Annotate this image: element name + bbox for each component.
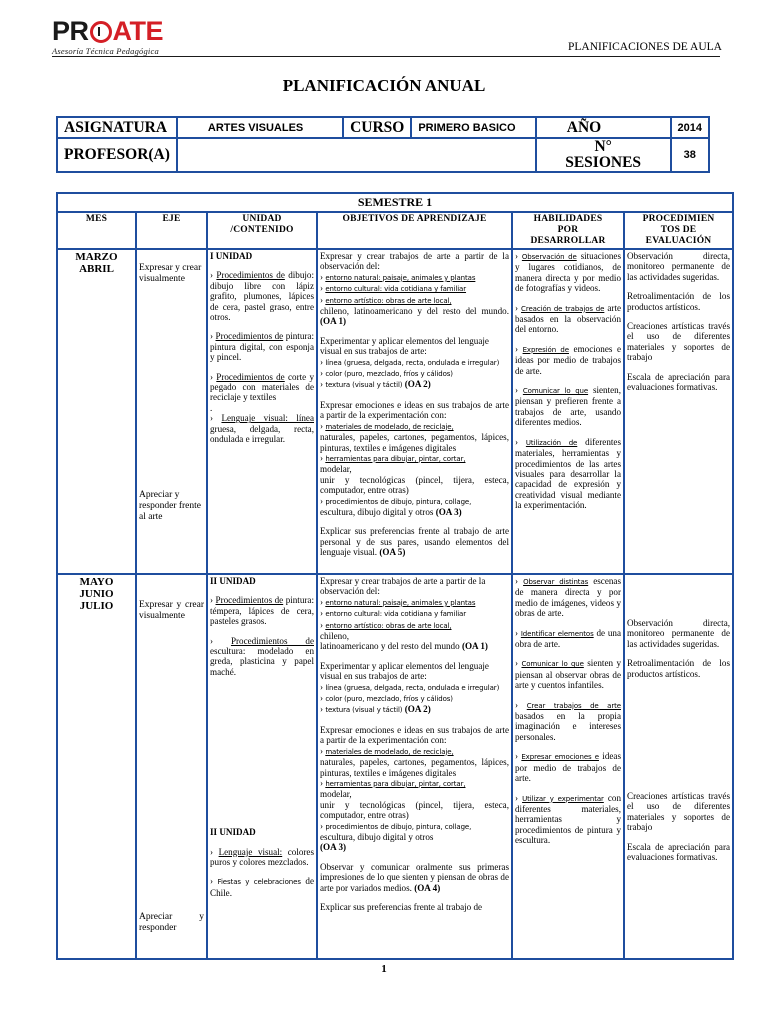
page-title: PLANIFICACIÓN ANUAL <box>282 76 486 95</box>
unidad-item-label: Procedimientos de <box>215 595 284 606</box>
bullet-icon: › <box>515 251 519 261</box>
eje-expresar: Expresar y crear visualmente <box>139 600 204 621</box>
objetivo-text: visual en sus trabajos de arte: <box>320 671 427 682</box>
habilidad-label: Utilizar y experimentar <box>522 794 604 803</box>
bullet-icon: › <box>320 356 324 367</box>
eje-apreciar: Apreciar y responder frente al arte <box>139 490 201 522</box>
bullet-icon: › <box>320 777 324 788</box>
bullet-icon: › <box>320 368 324 379</box>
col-header-unidad-line2: /CONTENIDO <box>230 225 294 235</box>
unidad-title: II UNIDAD <box>210 576 256 586</box>
objetivos-cell-1 <box>317 249 512 574</box>
objetivo-text: naturales, papeles, cartones, pegamentos, lápices, pinturas, textiles e imágenes digitales <box>320 432 509 453</box>
unidad-item-text: colores puros y colores mezclados. <box>210 846 315 868</box>
habilidad-text: diferentes materiales, herramientas y procedimientos de las artes visuales para desarrollar la capacidad de expresión y creatividad visual mediante la experimentación. <box>515 436 621 511</box>
objetivo-text: modelar, <box>320 464 352 475</box>
bullet-icon: › <box>320 619 324 630</box>
unidad-item-label: Procedimientos de <box>216 371 285 382</box>
unidad-item-text: escultura: modelado en greda, plasticina y papel maché. <box>210 646 314 677</box>
mes-cell-1 <box>57 249 136 574</box>
curso-value: PRIMERO BASICO <box>411 117 535 138</box>
mes-marzo: MARZO <box>75 251 118 263</box>
objetivo-text: Expresar emociones e ideas en sus trabajos de arte a partir de la experimentación con: <box>320 399 509 421</box>
objetivo-item: entorno artístico: obras de arte local, <box>325 296 452 305</box>
objetivo-item: color (puro, mezclado, fríos y cálidos) <box>325 695 453 704</box>
objetivo-item: herramientas para dibujar, pintar, cortar, <box>325 779 466 788</box>
objetivo-item: línea (gruesa, delgada, recta, ondulada e irregular) <box>325 358 500 367</box>
objetivo-text: naturales, papeles, cartones, pegamentos, lápices, pinturas, textiles e imágenes digitales <box>320 757 509 778</box>
unidad-title: I UNIDAD <box>210 251 253 261</box>
profesor-label: PROFESOR(A) <box>57 138 177 172</box>
logo-subtitle: Asesoría Técnica Pedagógica <box>52 46 159 56</box>
objetivo-text: Experimentar y aplicar elementos del lenguaje <box>320 660 489 671</box>
bullet-icon: › <box>210 413 214 424</box>
objetivo-item: entorno natural: paisaje, animales y plantas <box>325 598 476 607</box>
habilidad-text: de una obra de arte. <box>515 627 621 650</box>
bullet-icon: › <box>515 576 519 586</box>
objetivo-item: entorno natural: paisaje, animales y plantas <box>325 273 476 282</box>
bullet-icon: › <box>515 343 519 354</box>
bullet-icon: › <box>515 658 519 669</box>
evaluacion-text: Observación directa, monitoreo permanente de las actividades sugeridas. <box>627 618 731 649</box>
objetivo-text: modelar, <box>320 789 352 800</box>
unidad-cell-1 <box>207 249 317 574</box>
unidad-item-label: Lenguaje visual: línea <box>221 413 314 424</box>
habilidad-text: sienten, piensan y prefieren frente a trabajos de arte, usando diferentes medios. <box>515 385 621 428</box>
planning-table <box>56 192 734 960</box>
habilidad-text: arte basados en la observación del entorno. <box>515 302 622 335</box>
bullet-icon: › <box>515 751 519 762</box>
sesiones-value: 38 <box>671 138 709 172</box>
oa-code: (OA 4) <box>414 882 441 893</box>
objetivo-item: materiales de modelado, de reciclaje, <box>325 422 454 431</box>
header-right-text: PLANIFICACIONES DE AULA <box>568 41 722 53</box>
habilidad-text: con diferentes materiales, herramientas y procedimientos de pintura y escultura. <box>515 792 621 846</box>
bullet-icon: › <box>515 792 519 803</box>
unidad-item-label: Procedimientos de <box>216 270 285 281</box>
objetivo-text: Expresar emociones e ideas en sus trabajos de arte a partir de la experimentación con: <box>320 724 509 746</box>
bullet-icon: › <box>320 820 324 831</box>
col-header-eje: EJE <box>136 212 207 249</box>
profesor-value <box>177 138 536 172</box>
mes-abril: ABRIL <box>79 263 114 275</box>
mes-cell-2 <box>57 574 136 959</box>
page-number: 1 <box>381 963 387 975</box>
objetivo-text: Observar y comunicar oralmente sus primeras impresiones de lo que sienten y piensan de obras de arte por variados medios. <box>320 861 509 893</box>
info-table <box>56 116 710 173</box>
bullet-icon: › <box>210 270 214 281</box>
objetivo-item: color (puro, mezclado, fríos y cálidos) <box>325 370 453 379</box>
oa-code: (OA 3) <box>435 506 462 517</box>
logo-wordmark <box>52 18 182 45</box>
bullet-icon: › <box>320 596 324 607</box>
col-header-mes: MES <box>57 212 136 249</box>
unidad-item-text: pintura: pintura digital, con esponja y pincel. <box>210 331 314 363</box>
objetivos-cell-2 <box>317 574 512 959</box>
habilidad-label: Expresar emociones e <box>521 753 599 762</box>
bullet-icon: › <box>320 283 324 294</box>
col-header-procedimientos <box>624 212 733 249</box>
habilidades-cell-2 <box>512 574 624 959</box>
sesiones-label-line1: N° <box>594 138 612 155</box>
col-header-objetivos: OBJETIVOS DE APRENDIZAJE <box>317 212 512 249</box>
objetivo-item: entorno cultural: vida cotidiana y familiar <box>325 285 467 294</box>
bullet-icon: › <box>210 846 214 857</box>
habilidad-text: situaciones y lugares cotidianos, de manera directa y por medio de fotografías y videos. <box>515 251 622 294</box>
habilidad-label: Comunicar lo que <box>521 660 584 669</box>
bullet-icon: › <box>515 302 519 313</box>
objetivo-text: chileno, latinoamericano y del resto del mundo. <box>320 306 509 317</box>
bullet-icon: › <box>515 699 519 710</box>
sesiones-label <box>536 138 671 172</box>
objetivo-item: textura (visual y táctil) <box>325 706 403 715</box>
unidad-cell-2 <box>207 574 317 959</box>
unidad-item-text: dibujo: dibujo libre con lápiz grafito, plumones, lápices de cera, pastel graso, entre otros. <box>210 270 314 323</box>
unidad-item-label: Lenguaje visual: <box>218 846 283 857</box>
eje-cell-1 <box>136 249 207 574</box>
bullet-icon: › <box>320 693 324 704</box>
procedimientos-cell-1 <box>624 249 733 574</box>
col-header-unidad-line1: UNIDAD <box>242 214 282 224</box>
evaluacion-text: Escala de apreciación para evaluaciones formativas. <box>627 841 731 863</box>
col-header-hab-line1: HABILIDADES <box>533 214 603 224</box>
anio-label: AÑO <box>536 117 671 138</box>
objetivo-item: materiales de modelado, de reciclaje, <box>325 747 454 756</box>
evaluacion-text: Escala de apreciación para evaluaciones formativas. <box>627 371 731 393</box>
bullet-icon: › <box>320 452 324 463</box>
objetivo-text: latinoamericano y del resto del mundo <box>320 641 460 652</box>
semester-header: SEMESTRE 1 <box>57 193 733 212</box>
objetivo-text: chileno, <box>320 631 350 642</box>
eje-apreciar: Apreciar y responder <box>139 912 204 933</box>
objetivo-text: Experimentar y aplicar elementos del lenguaje <box>320 335 489 346</box>
unidad-item-tail: . <box>210 402 213 413</box>
bullet-icon: › <box>210 876 214 887</box>
evaluacion-text: Retroalimentación de los productos artísticos. <box>627 291 731 312</box>
habilidad-label: Comunicar lo que <box>522 387 589 396</box>
oa-code: (OA 1) <box>320 316 347 327</box>
logo-text-post: ATE <box>112 16 164 46</box>
asignatura-value: ARTES VISUALES <box>177 117 343 138</box>
col-header-habilidades <box>512 212 624 249</box>
objetivo-text: unir y tecnológicas (pincel, tijera, esteca, computador, entre otras) <box>320 474 509 496</box>
objetivo-item: procedimientos de dibujo, pintura, collage, <box>325 822 472 831</box>
mes-julio: JULIO <box>79 600 114 612</box>
evaluacion-text: Creaciones artísticas través el uso de diferentes materiales y soportes de trabajo <box>627 791 731 833</box>
bullet-icon: › <box>320 294 324 305</box>
objetivo-item: línea (gruesa, delgada, recta, ondulada e irregular) <box>325 683 500 692</box>
habilidad-label: Identificar elementos <box>520 629 594 638</box>
bullet-icon: › <box>320 420 324 431</box>
bullet-icon: › <box>210 331 214 342</box>
habilidad-label: Expresión de <box>522 345 569 354</box>
unidad-item-text: de Chile. <box>210 876 314 898</box>
habilidad-text: escenas de manera directa y por medio de imágenes, videos y obras de arte. <box>515 576 621 619</box>
objetivo-item: entorno cultural: vida cotidiana y familiar <box>325 610 467 619</box>
col-header-hab-line3: DESARROLLAR <box>530 236 606 246</box>
habilidad-label: Observar distintas <box>523 578 589 586</box>
bullet-icon: › <box>320 608 324 619</box>
habilidad-text: ideas por medio de trabajos de arte. <box>515 751 621 784</box>
logo-o-icon <box>90 21 112 43</box>
bullet-icon: › <box>515 627 519 638</box>
objetivo-text: Expresar y crear trabajos de arte a partir de la observación del: <box>320 251 509 272</box>
unidad-item-text: pintura: témpera, lápices de cera, pasteles grasos. <box>210 595 314 627</box>
bullet-icon: › <box>515 385 519 396</box>
habilidad-label: Creación de trabajos de <box>521 304 605 313</box>
habilidad-label: Crear trabajos de arte <box>526 701 621 710</box>
habilidad-text: basados en la propia imaginación e intereses personales. <box>515 711 621 742</box>
habilidad-text: emociones e ideas por medio de trabajos de arte. <box>515 343 621 376</box>
objetivo-text: visual en sus trabajos de arte: <box>320 346 427 357</box>
unidad-item-text: corte y pegado con materiales de reciclaje y textiles <box>210 371 314 403</box>
asignatura-label: ASIGNATURA <box>57 117 177 138</box>
unidad-item-label: Procedimientos de <box>215 331 284 342</box>
logo-text-pre: PR <box>52 16 89 46</box>
objetivo-item: textura (visual y táctil) <box>325 381 403 390</box>
objetivo-item: entorno artístico: obras de arte local, <box>325 621 452 630</box>
habilidad-label: Utilización de <box>525 438 578 447</box>
unidad-item-label: Procedimientos de <box>230 635 314 646</box>
oa-code: (OA 3) <box>320 842 347 853</box>
col-header-proc-line1: PROCEDIMIEN <box>642 214 715 224</box>
oa-code: (OA 2) <box>404 379 431 390</box>
habilidad-label: Observación de <box>521 253 577 261</box>
oa-code: (OA 1) <box>461 641 488 652</box>
bullet-icon: › <box>320 495 324 506</box>
objetivo-text: escultura, dibujo digital y otros <box>320 506 434 517</box>
col-header-proc-line3: EVALUACIÓN <box>645 236 712 246</box>
unidad-title: II UNIDAD <box>210 827 256 838</box>
table-row <box>57 574 733 959</box>
objetivo-text: Expresar y crear trabajos de arte a partir de la <box>320 576 486 586</box>
unidad-item-label: Fiestas y celebraciones <box>217 878 301 887</box>
eje-expresar: Expresar y crear visualmente <box>139 263 202 284</box>
curso-label: CURSO <box>343 117 411 138</box>
objetivo-text: Explicar sus preferencias frente al trabajo de arte personal y de sus pares, usando elementos del lenguaje visual. <box>320 526 509 558</box>
evaluacion-text: Retroalimentación de los productos artísticos. <box>627 658 731 679</box>
bullet-icon: › <box>320 379 324 390</box>
objetivo-item: herramientas para dibujar, pintar, cortar, <box>325 454 466 463</box>
oa-code: (OA 5) <box>379 547 406 558</box>
bullet-icon: › <box>210 371 214 382</box>
procedimientos-cell-2 <box>624 574 733 959</box>
objetivo-item: procedimientos de dibujo, pintura, collage, <box>325 497 472 506</box>
bullet-icon: › <box>320 704 324 715</box>
eje-cell-2 <box>136 574 207 959</box>
bullet-icon: › <box>320 681 324 692</box>
objetivo-text: Explicar sus preferencias frente al trabajo de <box>320 901 483 912</box>
col-header-proc-line2: TOS DE <box>660 225 697 235</box>
unidad-item-text: gruesa, delgada, recta, ondulada e irregular. <box>210 423 314 445</box>
objetivo-text: observación del: <box>320 586 380 597</box>
habilidad-text: sienten y piensan al observar obras de arte y cuentos infantiles. <box>515 658 621 691</box>
bullet-icon: › <box>320 271 324 282</box>
sesiones-label-line2: SESIONES <box>565 154 642 171</box>
objetivo-text: escultura, dibujo digital y otros <box>320 831 434 842</box>
table-row <box>57 249 733 574</box>
bullet-icon: › <box>515 436 519 447</box>
habilidades-cell-1 <box>512 249 624 574</box>
oa-code: (OA 2) <box>404 704 431 715</box>
objetivo-text: unir y tecnológicas (pincel, tijera, esteca, computador, entre otras) <box>320 799 509 821</box>
evaluacion-text: Creaciones artísticas través el uso de diferentes materiales y soportes de trabajo <box>627 321 731 363</box>
bullet-icon: › <box>320 745 324 756</box>
col-header-unidad <box>207 212 317 249</box>
anio-value: 2014 <box>671 117 709 138</box>
bullet-icon: › <box>210 635 214 646</box>
header-divider <box>52 56 720 57</box>
mes-junio: JUNIO <box>79 588 114 600</box>
proate-logo <box>52 18 182 60</box>
mes-mayo: MAYO <box>79 576 114 588</box>
bullet-icon: › <box>210 595 214 606</box>
evaluacion-text: Observación directa, monitoreo permanente de las actividades sugeridas. <box>627 251 731 282</box>
col-header-hab-line2: POR <box>557 225 579 235</box>
